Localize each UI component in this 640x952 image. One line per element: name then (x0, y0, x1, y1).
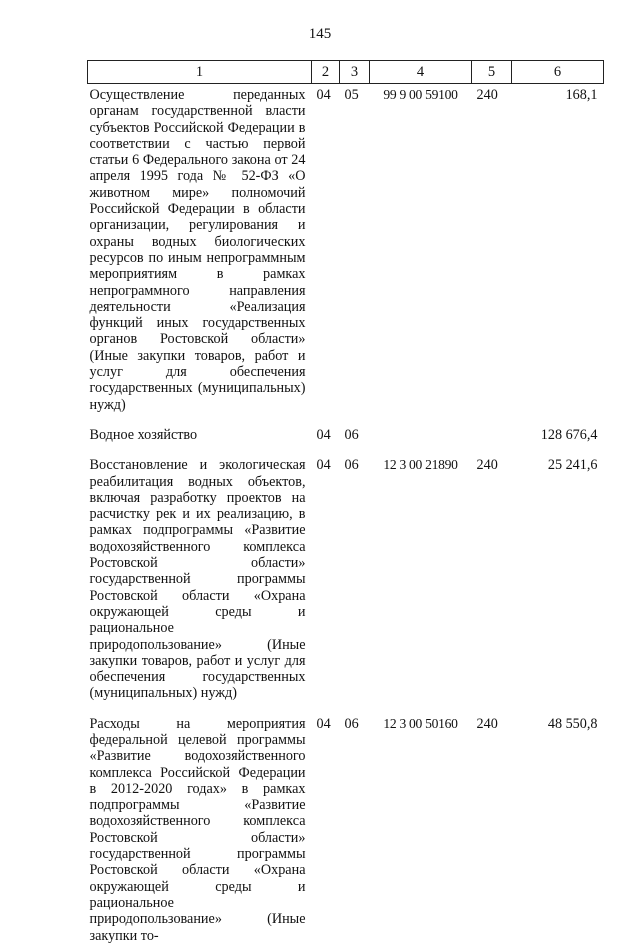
row-expense-type-code: 240 (476, 457, 498, 474)
row-subsection-code: 06 (344, 715, 359, 732)
row-subsection-code: 05 (344, 87, 359, 103)
table-row (88, 84, 604, 421)
row-amount: 25 241,6 (547, 457, 598, 474)
header-col-5: 5 (472, 61, 512, 84)
table-header-row (88, 61, 604, 84)
row-section-code: 04 (316, 87, 331, 103)
row-section-code: 04 (316, 715, 331, 732)
table-row (88, 710, 604, 952)
row-target-article-code: 12 3 00 50160 (383, 715, 458, 731)
header-col-1: 1 (88, 61, 312, 84)
row-target-article-code: 99 9 00 59100 (383, 87, 458, 102)
row-amount: 48 550,8 (547, 715, 598, 732)
row-amount: 168,1 (565, 87, 598, 103)
row-amount: 128 676,4 (540, 426, 598, 443)
header-col-6: 6 (512, 61, 604, 84)
row-description: Водное хозяйство (89, 426, 198, 443)
row-description: Расходы на мероприятия федеральной целевой программы «Развитие водохозяйственного комплекса Российской Федерации в 2012-2020 годах» в рамках подпрограммы «Развитие водохозяйственного комплекса Ростовской области» государственной программы Ростовской области «Охрана окружающей среды и рациональное природопользование» (Иные закупки то- (89, 715, 306, 944)
row-section-code: 04 (316, 457, 331, 474)
row-section-code: 04 (316, 426, 331, 443)
row-target-article-code (370, 421, 472, 451)
row-expense-type-code (472, 421, 512, 451)
row-subsection-code: 06 (344, 426, 359, 443)
row-description: Осуществление переданных органам государственной власти субъектов Российской Федерации в соответствии с частью первой статьи 6 Федерального закона от 24 апреля 1995 года № 52-ФЗ «О животном мире» полномочий Российской Федерации в области организации, регулирования и охраны водных биологических ресурсов по иным непрограммным мероприятиям в рамках непрограммного направления деятельности «Реализация функций иных государственных органов Ростовской области» (Иные закупки товаров, работ и услуг для обеспечения государственных (муниципальных) нужд) (89, 87, 306, 413)
row-target-article-code: 12 3 00 21890 (383, 457, 458, 473)
row-description: Восстановление и экологическая реабилитация водных объектов, включая разработку проектов на расчистку рек и их реализацию, в рамках подпрограммы «Развитие водохозяйственного комплекса Ростовской области» государственной программы Ростовской области «Охрана окружающей среды и рациональное природопользование» (Иные закупки товаров, работ и услуг для обеспечения государственных (муниципальных) нужд) (89, 457, 306, 702)
header-col-4: 4 (370, 61, 472, 84)
row-expense-type-code: 240 (476, 715, 498, 732)
budget-table (87, 60, 604, 952)
row-expense-type-code: 240 (476, 87, 498, 103)
table-row (88, 451, 604, 709)
header-col-3: 3 (340, 61, 370, 84)
table-row (88, 421, 604, 451)
header-col-2: 2 (312, 61, 340, 84)
row-subsection-code: 06 (344, 457, 359, 474)
page-number: 145 (308, 26, 332, 42)
